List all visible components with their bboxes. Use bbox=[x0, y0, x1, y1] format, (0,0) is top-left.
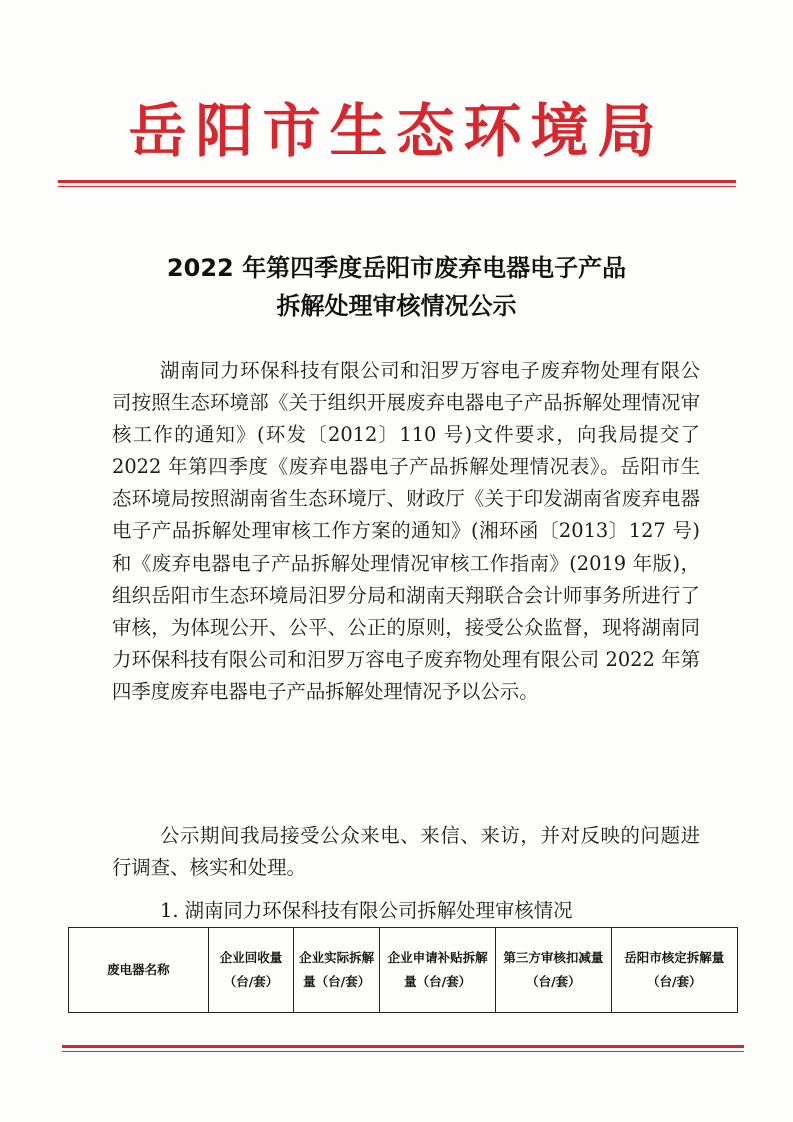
letterhead-rule-thin bbox=[58, 186, 736, 187]
table-header-cell: 废电器名称 bbox=[69, 928, 209, 1013]
document-title-line2: 拆解处理审核情况公示 bbox=[276, 292, 517, 320]
letterhead-rule-thick bbox=[58, 180, 736, 183]
section-heading-1: 1. 湖南同力环保科技有限公司拆解处理审核情况 bbox=[160, 899, 573, 922]
table-header-cell: 岳阳市核定拆解量（台/套） bbox=[611, 928, 738, 1013]
document-title-line1: 2022 年第四季度岳阳市废弃电器电子产品 bbox=[166, 254, 627, 282]
body-paragraph-1: 湖南同力环保科技有限公司和汨罗万容电子废弃物处理有限公司按照生态环境部《关于组织开展废弃电器电子产品拆解处理情况审核工作的通知》(环发〔2012〕110 号)文件要求，向我局提交了 2022 年第四季度《废弃电器电子产品拆解处理情况表》。岳阳市生态环境局按照湖南省生态环境厅、财政厅《关于印发湖南省废弃电器电子产品拆解处理审核工作方案的通知》(湘环函〔2013〕127 号)和《废弃电器电子产品拆解处理情况审核工作指南》(2019 年版)，组织岳阳市生态环境局汨罗分局和湖南天翔联合会计师事务所进行了审核，为体现公开、公平、公正的原则，接受公众监督，现将湖南同力环保科技有限公司和汨罗万容电子废弃物处理有限公司 2022 年第四季度废弃电器电子产品拆解处理情况予以公示。 bbox=[112, 359, 700, 703]
letterhead-org-name: 岳阳市生态环境局 bbox=[128, 97, 665, 165]
footer-rule-thin bbox=[62, 1051, 744, 1052]
table-header-row bbox=[69, 928, 738, 1013]
table-header-cell: 第三方审核扣减量（台/套） bbox=[496, 928, 611, 1013]
table-header-cell: 企业申请补贴拆解量（台/套） bbox=[380, 928, 496, 1013]
audit-table bbox=[68, 927, 738, 1013]
table-header-cell: 企业回收量（台/套） bbox=[208, 928, 294, 1013]
table-header-cell: 企业实际拆解量（台/套） bbox=[294, 928, 380, 1013]
body-paragraph-2: 公示期间我局接受公众来电、来信、来访，并对反映的问题进行调查、核实和处理。 bbox=[112, 824, 700, 880]
footer-rule-thick bbox=[62, 1045, 744, 1048]
